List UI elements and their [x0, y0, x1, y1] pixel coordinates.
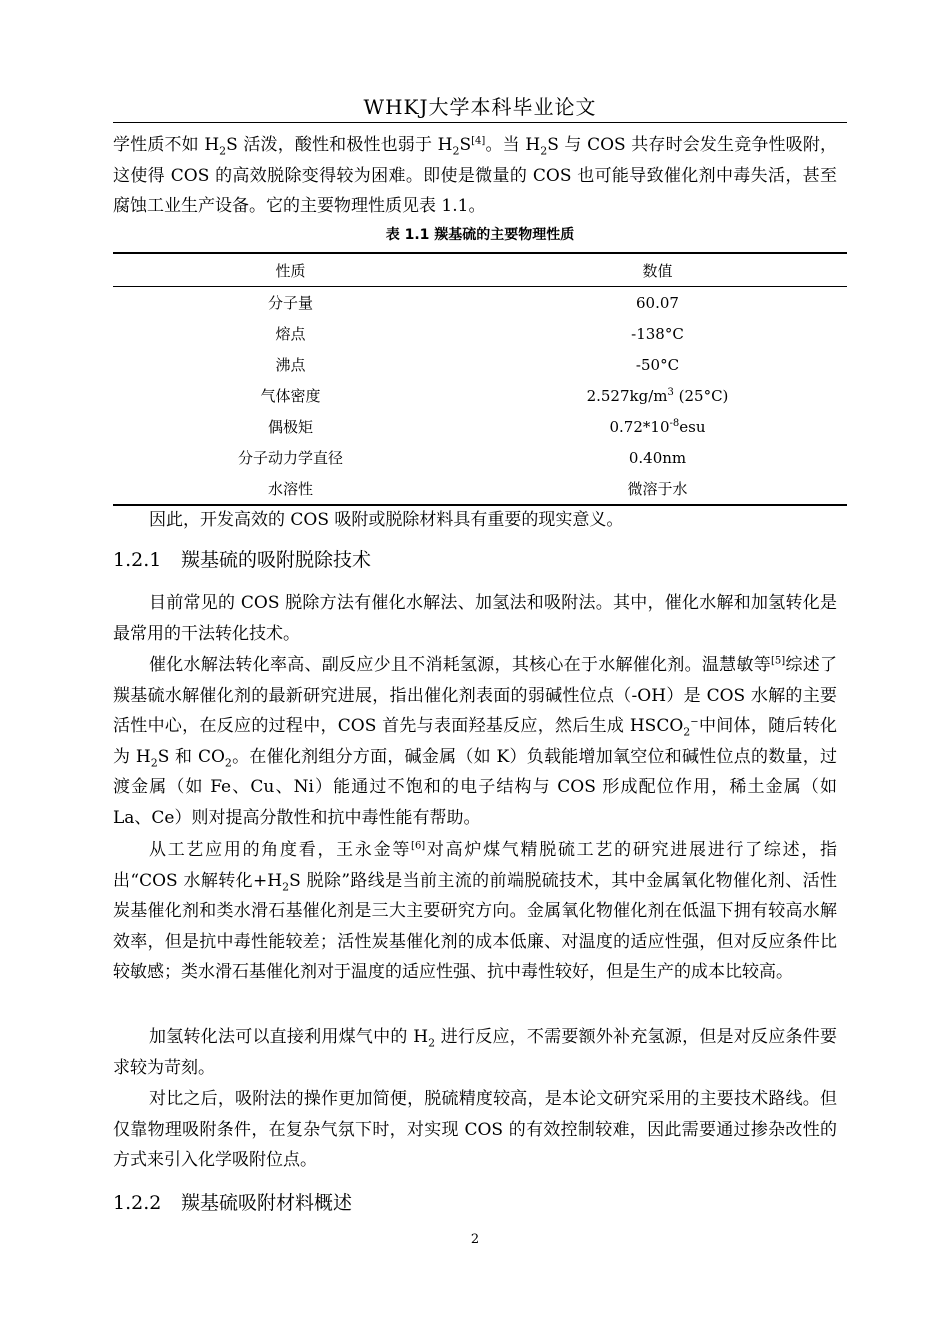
- paragraph-adsorption: 对比之后，吸附法的操作更加简便，脱硫精度较高，是本论文研究采用的主要技术路线。但仅靠物理吸附条件，在复杂气氛下时，对实现 COS 的有效控制较难，因此需要通过掺杂改性的方式来引入化学吸附位点。: [113, 1089, 837, 1170]
- section-number: 1.2.1: [113, 549, 162, 571]
- table-row: [113, 287, 847, 319]
- paragraph-intro: 学性质不如 $H_2S$ 活泼，酸性和极性也弱于 $H_2S[4]$。当 $H_2S$ 与 COS 共存时会发生竞争性吸附，这使得 COS 的高效脱除变得较为困难。即使是微量的 COS 也可能导致催化剂中毒失活，甚至腐蚀工业生产设备。它的主要物理性质见表 1.1。: [113, 135, 837, 216]
- table-row: [113, 473, 847, 505]
- cell-value: $2.527kg/m^3$ (25°C): [586, 386, 729, 405]
- table-caption: 表 1.1 羰基硫的主要物理性质: [385, 227, 575, 243]
- cell-value: -138°C: [631, 324, 684, 343]
- table-row: [113, 318, 847, 349]
- section-heading-1-2-1: [113, 545, 371, 575]
- table-header-row: [113, 253, 847, 287]
- citation-5: [5]: [771, 655, 786, 667]
- running-header: WHKJ大学本科毕业论文: [113, 92, 847, 123]
- column-header-property: 性质: [113, 253, 468, 287]
- cell-property: 分子量: [267, 294, 313, 312]
- section-title: 羰基硫的吸附脱除技术: [181, 549, 372, 571]
- section-number: 1.2.2: [113, 1192, 162, 1214]
- paragraph-hydrolysis: 催化水解法转化率高、副反应少且不消耗氢源，其核心在于水解催化剂。温慧敏等[5]综述了羰基硫水解催化剂的最新研究进展，指出催化剂表面的弱碱性位点（-OH）是 COS 水解的主要活性中心，在反应的过程中，COS 首先与表面羟基反应，然后生成 $HSCO_2^-$中间体，随后转化为 $H_2S$ 和 $CO_2$。在催化剂组分方面，碱金属（如 K）负载能增加氧空位和碱性位点的数量，过渡金属（如 Fe、Cu、Ni）能通过不饱和的电子结构与 COS 形成配位作用，稀土金属（如 La、Ce）则对提高分散性和抗中毒性能有帮助。: [113, 655, 838, 828]
- paragraph-process: 从工艺应用的角度看，王永金等[6]对高炉煤气精脱硫工艺的研究进展进行了综述，指出“COS 水解转化$+H_2S$ 脱除”路线是当前主流的前端脱硫技术，其中金属氧化物催化剂、活性炭基催化剂和类水滑石基催化剂是三大主要研究方向。金属氧化物催化剂在低温下拥有较高水解效率，但是抗中毒性能较差；活性炭基催化剂的成本低廉、对温度的适应性强，但对反应条件比较敏感；类水滑石基催化剂对于温度的适应性强、抗中毒性较好，但是生产的成本比较高。: [113, 840, 838, 982]
- cell-property: 气体密度: [260, 387, 321, 405]
- citation-6: [6]: [411, 840, 426, 852]
- cell-value: 0.40nm: [628, 448, 687, 467]
- cell-property: 熔点: [275, 325, 306, 343]
- paragraph-methods: 目前常见的 COS 脱除方法有催化水解法、加氢法和吸附法。其中，催化水解和加氢转化是最常用的干法转化技术。: [113, 593, 837, 644]
- cell-value: 微溶于水: [468, 473, 847, 505]
- table-row: [113, 442, 847, 473]
- cell-value: -50°C: [635, 355, 680, 374]
- cell-property: 水溶性: [113, 473, 468, 505]
- cell-property: 沸点: [275, 356, 306, 374]
- cell-value: $0.72*10^{-8}esu$: [609, 417, 706, 436]
- cell-property: 分子动力学直径: [237, 449, 343, 467]
- cell-property: 偶极矩: [267, 418, 313, 436]
- column-header-value: 数值: [468, 253, 847, 287]
- cell-value: 60.07: [636, 293, 679, 312]
- table-row: [113, 380, 847, 411]
- properties-table: [113, 252, 847, 506]
- paragraph-significance: 因此，开发高效的 COS 吸附或脱除材料具有重要的现实意义。: [149, 510, 624, 530]
- table-row: [113, 411, 847, 442]
- citation-4: [4]: [471, 135, 486, 147]
- table-row: [113, 349, 847, 380]
- page-number: 2: [470, 1232, 480, 1247]
- paragraph-hydrogenation: 加氢转化法可以直接利用煤气中的 $H_2$ 进行反应，不需要额外补充氢源，但是对反应条件要求较为苛刻。: [113, 1027, 838, 1078]
- section-title: 羰基硫吸附材料概述: [181, 1192, 353, 1214]
- section-heading-1-2-2: [113, 1188, 352, 1218]
